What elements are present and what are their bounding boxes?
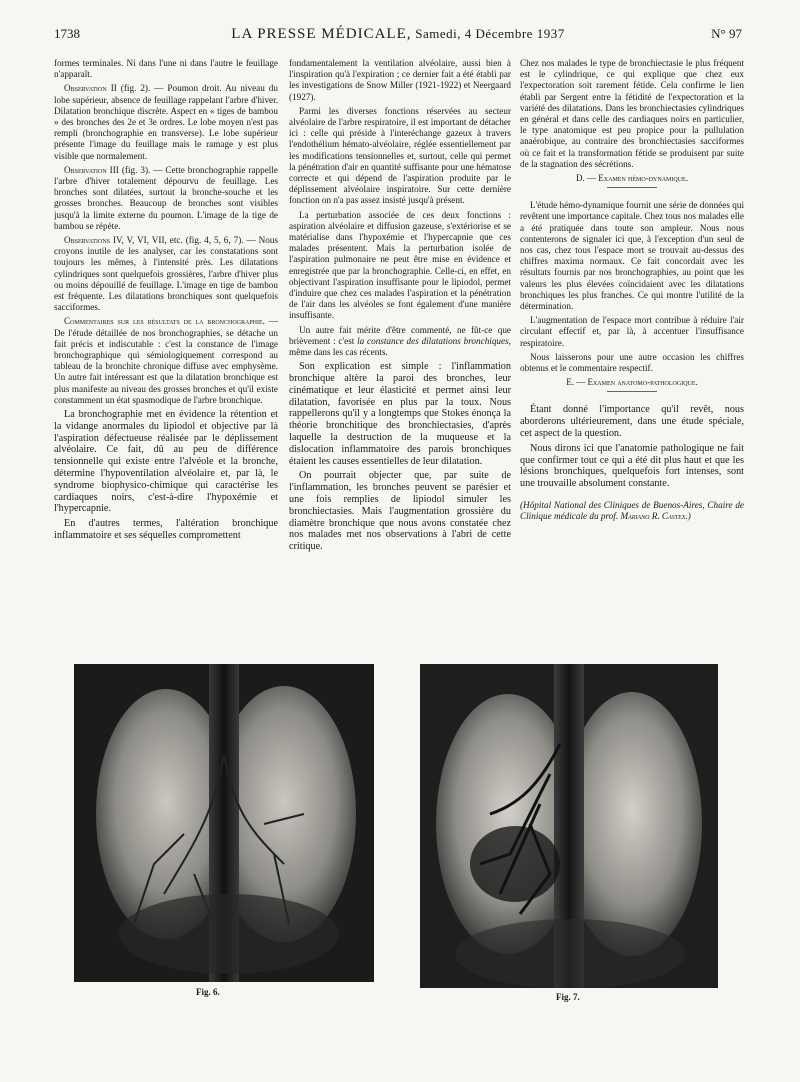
observation-heading: Observation III bbox=[64, 164, 119, 175]
xray-figure-6 bbox=[74, 664, 374, 982]
commentary-heading: Commentaires sur les résultats de la bronchographie. bbox=[64, 316, 265, 327]
paragraph: formes terminales. Ni dans l'une ni dans l'autre le feuillage n'apparaît. bbox=[54, 58, 278, 80]
paragraph: La perturbation associée de ces deux fonctions : aspiration alvéolaire et diffusion gazeuse, s'extériorise et se matérialise dans l'hypoxémie et l'hypercapnie que ces malades présentent. Mais la perturbation isolée de l'aspiration pulmonaire ne peut être mise en évidence et enregistrée que par la bronchographie. Celle-ci, en effet, en objectivant l'aspiration insuffisante pour le lipiodol, permet d'induire que chez ces malades l'aspiration et la pénétration de l'air dans les alvéoles se font également d'une manière insuffisante. bbox=[289, 209, 511, 321]
divider bbox=[607, 187, 657, 188]
divider bbox=[607, 391, 657, 392]
paragraph: fondamentalement la ventilation alvéolaire, aussi bien à l'inspiration qu'à l'expiration ; ce dernier fait a été établi par les investigations de Snow Miller (1921-1922) et Neergaard (1927). bbox=[289, 58, 511, 102]
journal-title bbox=[54, 26, 742, 43]
figure-7-caption: Fig. 7. bbox=[556, 992, 580, 1002]
issue-number: N° 97 bbox=[711, 26, 742, 41]
observation-2 bbox=[54, 83, 278, 161]
observation-heading: Observation II bbox=[64, 83, 117, 94]
observation-text: (fig. 3). — Cette bronchographie rappelle l'arbre d'hiver totalement dépourvu de feuillage. Les bronches sont dilatées, surtout la bronche-souche et les grosses bronches. Beaucoup de bronches sont visibles jusqu'à la limite externe du poumon. L'image de la tige de bambou se répète. bbox=[54, 164, 278, 231]
observation-text: etc. (fig. 4, 5, 6, 7). — Nous croyons inutile de les analyser, car les constatations sont toujours les mêmes, à l'intensité près. Les dilatations cylindriques sont quelquefois grossières, l'arbre d'hiver plus ou moins dépouillé de feuillage. L'image en tige de bambou est fréquente. Les dilatations bronchiques sont quelquefois sacciformes. bbox=[54, 235, 278, 313]
credit-text: (Hôpital National des Cliniques de Buenos-Aires, Chaire de Clinique médicale du prof. bbox=[520, 500, 744, 522]
italic-phrase: la constance des dilatations bronchiques, bbox=[357, 335, 511, 346]
text-run: Un autre fait mérite d'être commenté, ne fût-ce que brièvement : c'est bbox=[289, 324, 511, 346]
paragraph: La bronchographie met en évidence la rétention et la vidange anormales du lipiodol et objective par là l'aspiration défectueuse réalisée par le déplissement alvéolaire. Ce fait, dû au peu de différence tensionnelle qui existe entre l'alvéole et la bronche, détermine l'hypoventilation alvéolaire et, par là, le syndrome biophysico-chimique qui caractérise les cardiaques noirs, c'est-à-dire l'hypoxémie et l'hypercapnie. bbox=[54, 409, 278, 515]
observations-4-7 bbox=[54, 235, 278, 313]
paragraph: Chez nos malades le type de bronchiectasie le plus fréquent est le cylindrique, ce qui explique que chez eux l'expectoration soit rarement fétide. Cela confirme le lien établi par Sergent entre la fétidité de l'expectoration et la variété des dilatations. Dans les bronchiectasies cylindriques en général et dans celle des cardiaques noirs en particulier, le type anatomique est peu propice pour la pullulation anaérobique, au contraire des bronchiectasies sacciformes où ce fait et la transformation fétide se produisent par suite de la stagnation des sécrétions. bbox=[520, 58, 744, 169]
xray-figure-7 bbox=[420, 664, 718, 988]
paragraph: On pourrait objecter que, par suite de l'inflammation, les bronches peuvent se parésier et une fois remplies de lipiodol simuler les bronchiectasies. Mais l'augmentation grossière du diamètre bronchique que nous avons constatée chez nos malades met nos observations à l'abri de cette critique. bbox=[289, 470, 511, 553]
commentary-text: — De l'étude détaillée de nos bronchographies, se détache un fait précis et indiscutable : c'est la constance de l'image bronchographique qui sémiologiquement correspond au tableau de la bronchite chronique diffuse avec emphysème. Un autre fait intéressant est que la dilatation bronchique est plus manifeste au niveau des grosses bronches et qu'il existe constamment un état spasmodique de l'arbre bronchique. bbox=[54, 316, 278, 405]
affiliation-credit bbox=[520, 500, 744, 522]
paragraph: Nous dirons ici que l'anatomie pathologique ne fait que confirmer tout ce qui a été dit plus haut et que les lésions bronchiques, quelquefois fort intenses, sont une trouvaille absolument constante. bbox=[520, 442, 744, 490]
author-name: Mariano R. Castex.) bbox=[620, 511, 691, 522]
text-column-2 bbox=[289, 58, 511, 640]
page-number: 1738 bbox=[54, 26, 80, 41]
issue-date: Samedi, 4 Décembre 1937 bbox=[415, 26, 565, 41]
text-column-1 bbox=[54, 58, 278, 640]
commentary bbox=[54, 316, 278, 406]
observation-3 bbox=[54, 165, 278, 232]
xray-image bbox=[74, 664, 374, 982]
paragraph: En d'autres termes, l'altération bronchique inflammatoire et ses séquelles compromettent bbox=[54, 518, 278, 542]
observation-heading: Observations IV, V, VI, VII, bbox=[64, 235, 167, 246]
paragraph: L'étude hémo-dynamique fournit une série de données qui revêtent une importance capitale. Chez tous nos malades elle a été pratiquée dans toute son ampleur. Nous nous contenterons de signaler ici que, à l'exception d'un seul de nos cas, chez tous l'espace mort se trouvait au-dessus des chiffres maxima normaux. Ce fait concordait avec les résultats fournis par nos bronchographies, au point que les valeurs les plus élevées coïncidaient avec les dilatations bronchiques les plus franches. Ce qui montre l'utilité de la détermination. bbox=[520, 200, 744, 312]
journal-name: LA PRESSE MÉDICALE, bbox=[231, 26, 412, 42]
paragraph: Parmi les diverses fonctions réservées au secteur alvéolaire de l'arbre respiratoire, il est important de détacher ici : celle qui préside à l'interéchange gazeux à travers l'endothélium hémato-alvéolaire, réglée essentiellement par les modifications tensionnelles et, surtout, celle qui permet la pénétration d'air en quantité suffisante pour une hématose correcte et qui dépend de l'aspiration produite par le déplissement alvéolaire inspiratoire. Sur cette dernière fonction on n'a pas assez insisté jusqu'à présent. bbox=[289, 105, 511, 206]
section-heading-d: D. — Examen hémo-dynamique. bbox=[576, 173, 688, 184]
paragraph: Étant donné l'importance qu'il revêt, nous aborderons ultérieurement, dans une étude spéciale, cet aspect de la question. bbox=[520, 404, 744, 440]
observation-text: (fig. 2). — Poumon droit. Au niveau du lobe supérieur, absence de feuillage rappelant l'arbre d'hiver. Dilatation bronchique discrète. Aspect en « tiges de bambou » des bronches des 2e et 3e ordres. Le lobe moyen n'est pas rempli (bronchographie en transverse). Le lobe supérieur présente l'image du feuillage mais le ramage y est plus visible que normalement. bbox=[54, 83, 278, 161]
paragraph bbox=[289, 325, 511, 359]
text-run: même dans les cas récents. bbox=[289, 347, 388, 358]
section-heading-e: E. — Examen anatomo-pathologique. bbox=[566, 377, 698, 388]
page-header bbox=[54, 26, 742, 44]
text-column-3 bbox=[520, 58, 744, 640]
paragraph: Son explication est simple : l'inflammation bronchique altère la paroi des bronches, leur cinématique et leur élasticité et permet ainsi leur dilatation, favorisée en plus par la toux. Nous rappellerons qu'il y a longtemps que Stokes énonça la théorie bronchitique des bronchiectasies, d'après laquelle la destruction de la muqueuse et la dislocation inflammatoire des parois bronchiques étaient les causes essentielles de leur dilatation. bbox=[289, 361, 511, 467]
xray-image bbox=[420, 664, 718, 988]
paragraph: L'augmentation de l'espace mort contribue à réduire l'air circulant effectif et, par là, à accentuer l'insuffisance respiratoire. bbox=[520, 315, 744, 348]
paragraph: Nous laisserons pour une autre occasion les chiffres obtenus et le commentaire respectif. bbox=[520, 351, 744, 374]
figure-6-caption: Fig. 6. bbox=[196, 987, 220, 997]
